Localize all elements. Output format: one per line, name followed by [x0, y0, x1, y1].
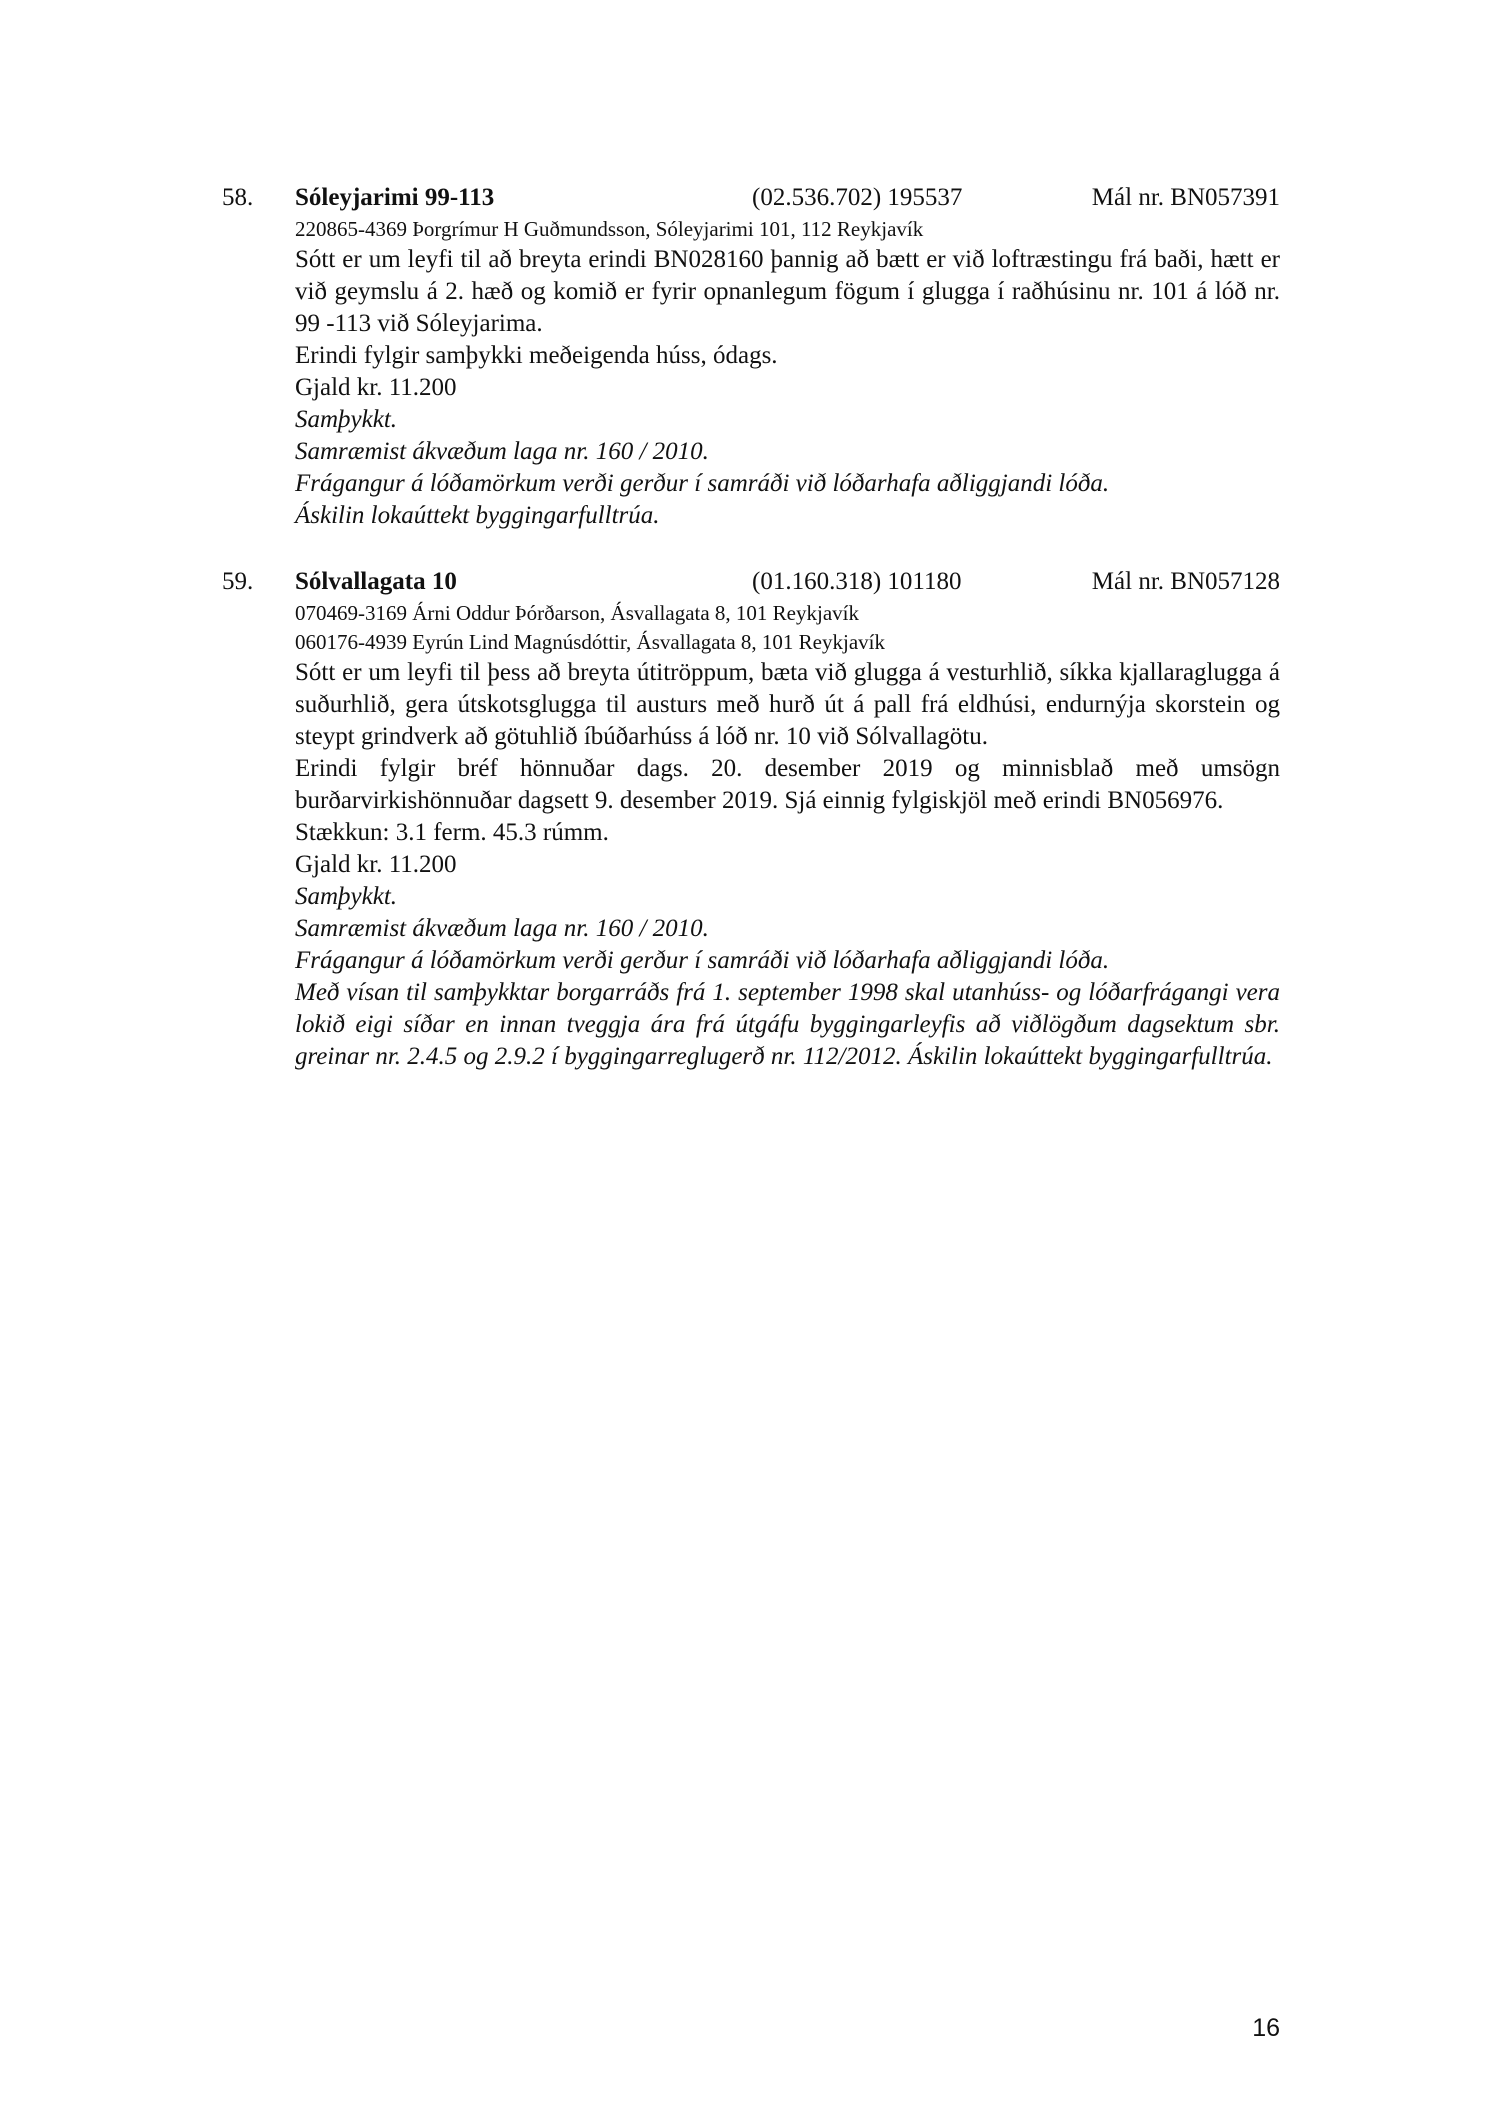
application-description: Sótt er um leyfi til að breyta erindi BN028160 þannig að bætt er við loftræstingu frá baði, hætt er við geymslu á 2. hæð og komið er fyrir opnanlegum fögum í glugga í raðhúsinu nr. 101 á lóð nr. 99 -113 við Sóleyjarima.: [295, 246, 1280, 337]
note-text: Samræmist ákvæðum laga nr. 160 / 2010.: [295, 438, 709, 465]
case-entry-59: [222, 565, 1280, 1073]
note-text: Frágangur á lóðamörkum verði gerður í samráði við lóðarhafa aðliggjandi lóða.: [295, 947, 1110, 974]
decision-text: Samþykkt.: [295, 406, 398, 433]
note-text: Frágangur á lóðamörkum verði gerður í samráði við lóðarhafa aðliggjandi lóða.: [295, 470, 1110, 497]
entry-number: 58.: [222, 184, 254, 211]
attachments-text: Erindi fylgir samþykki meðeigenda húss, ódags.: [295, 342, 778, 369]
entry-header: [222, 181, 1280, 215]
entry-address: Sóleyjarimi 99-113: [295, 184, 495, 211]
note-text: Áskilin lokaúttekt byggingarfulltrúa.: [295, 502, 660, 529]
applicant-line: 220865-4369 Þorgrímur H Guðmundsson, Sóleyjarimi 101, 112 Reykjavík: [295, 217, 924, 241]
applicant-line: 060176-4939 Eyrún Lind Magnúsdóttir, Ásvallagata 8, 101 Reykjavík: [295, 630, 885, 654]
application-description: Sótt er um leyfi til þess að breyta útitröppum, bæta við glugga á vesturhlið, síkka kjallaraglugga á suðurhlið, gera útskotsglugga til austurs með hurð út á pall frá eldhúsi, endurnýja skorstein og steypt grindverk að götuhlið íbúðarhúss á lóð nr. 10 við Sólvallagötu.: [295, 659, 1280, 750]
entry-header: [222, 565, 1280, 599]
property-code: (01.160.318) 101180: [752, 568, 962, 595]
page-number: 16: [1252, 2014, 1280, 2042]
entry-number: 59.: [222, 568, 254, 595]
case-number: Mál nr. BN057391: [1091, 184, 1280, 211]
case-entry-58: [222, 181, 1280, 532]
enlargement-text: Stækkun: 3.1 ferm. 45.3 rúmm.: [295, 819, 609, 846]
case-number: Mál nr. BN057128: [1091, 568, 1280, 595]
note-text: Samræmist ákvæðum laga nr. 160 / 2010.: [295, 915, 709, 942]
attachments-text: Erindi fylgir bréf hönnuðar dags. 20. desember 2019 og minnisblað með umsögn burðarvirkishönnuðar dagsett 9. desember 2019. Sjá einnig fylgiskjöl með erindi BN056976.: [295, 755, 1280, 814]
fee-text: Gjald kr. 11.200: [295, 374, 457, 401]
decision-text: Samþykkt.: [295, 883, 398, 910]
property-code: (02.536.702) 195537: [752, 184, 963, 211]
applicant-line: 070469-3169 Árni Oddur Þórðarson, Ásvallagata 8, 101 Reykjavík: [295, 601, 859, 625]
note-text: Með vísan til samþykktar borgarráðs frá 1. september 1998 skal utanhúss- og lóðarfrágangi vera lokið eigi síðar en innan tveggja ára frá útgáfu byggingarleyfis að viðlögðum dagsektum sbr. greinar nr. 2.4.5 og 2.9.2 í byggingarreglugerð nr. 112/2012. Áskilin lokaúttekt byggingarfulltrúa.: [295, 979, 1280, 1070]
entry-body: [295, 599, 1280, 1073]
fee-text: Gjald kr. 11.200: [295, 851, 457, 878]
entry-body: [295, 215, 1280, 532]
entry-address: Sólvallagata 10: [295, 568, 457, 595]
